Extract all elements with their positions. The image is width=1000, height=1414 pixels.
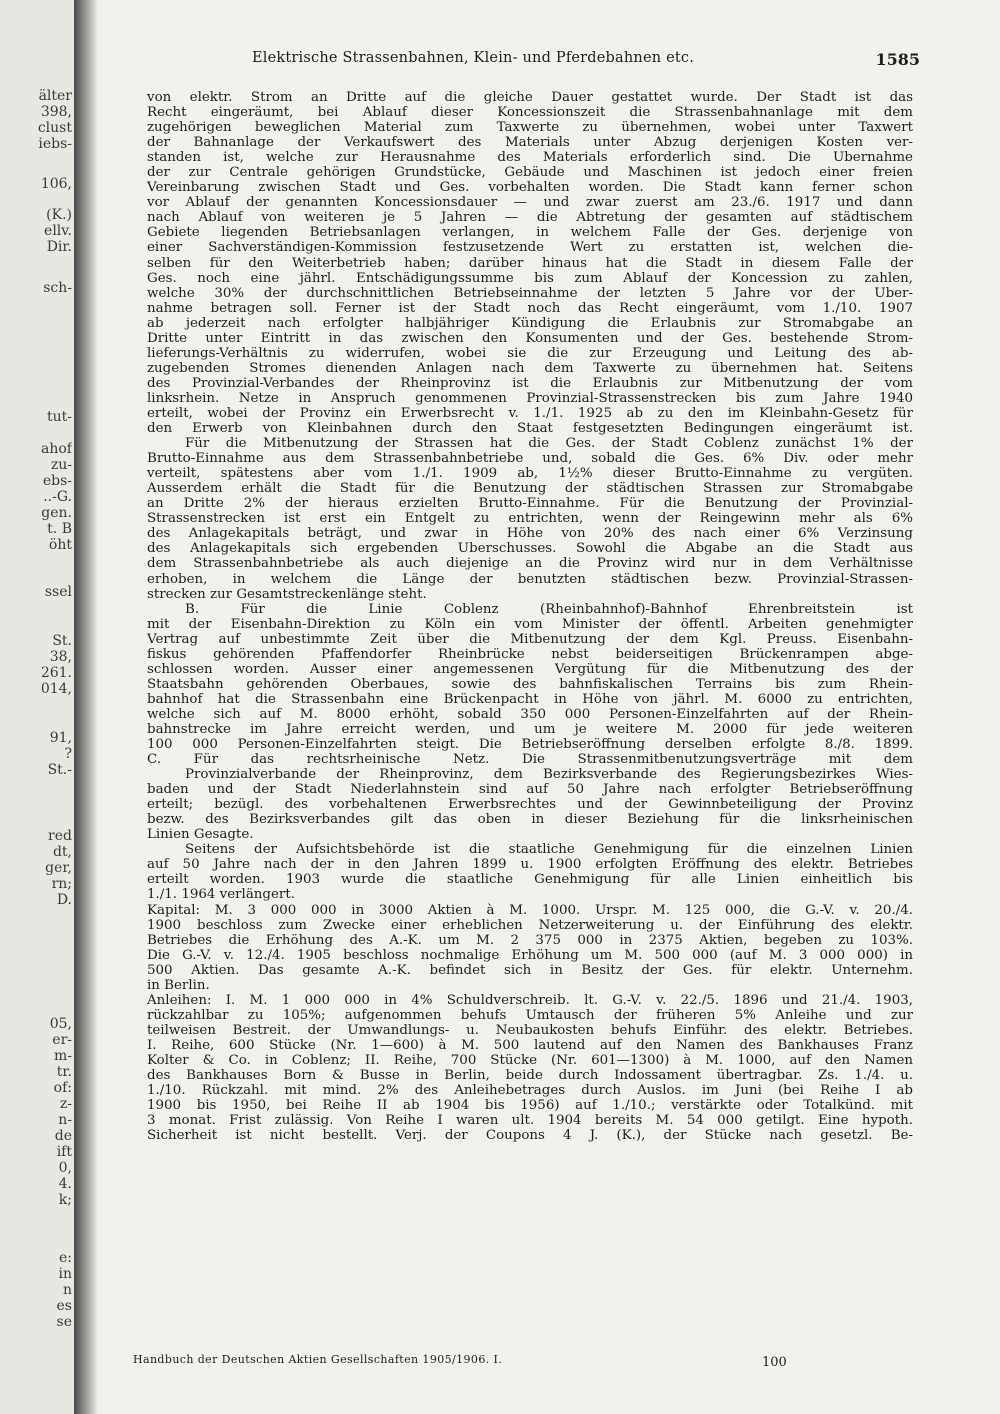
margin-fragment: de: [54, 1128, 72, 1144]
text-line: Betriebes die Erhöhung des A.-K. um M. 2 375 000 in 2375 Aktien, begeben zu 103%.: [147, 932, 913, 948]
text-line: Brutto-Einnahme aus dem Strassenbahnbetriebe und, sobald die Ges. 6% Div. oder mehr: [147, 451, 913, 467]
text-line: lieferungs-Verhältnis zu widerrufen, wobei sie die zur Erzeugung und Leitung des ab-: [147, 345, 913, 361]
text-line: I. Reihe, 600 Stücke (Nr. 1—600) à M. 500 lautend auf den Namen des Bankhauses Franz: [147, 1037, 913, 1053]
margin-fragment: ebs-: [42, 473, 72, 489]
text-line: linksrhein. Netze in Anspruch genommenen Provinzial-Strassenstrecken bis zum Jahre 1940: [147, 390, 913, 406]
text-line: 1900 beschloss zum Zwecke einer erheblichen Netzerweiterung u. der Einführung des elektr.: [147, 917, 913, 933]
text-line: Anleihen: I. M. 1 000 000 in 4% Schuldverschreib. lt. G.-V. v. 22./5. 1896 und 21./4. 1903,: [147, 992, 913, 1008]
text-line: erteilt worden. 1903 wurde die staatliche Genehmigung für alle Linien einheitlich bis: [147, 872, 913, 888]
margin-fragment: 261.: [40, 665, 72, 681]
text-line: des Anlagekapitals beträgt, und zwar in Höhe von 20% des nach einer 6% Verzinsung: [147, 526, 913, 542]
text-line: standen ist, welche zur Herausnahme des Materials erforderlich sind. Die Übernahme: [147, 150, 913, 166]
text-line: Staatsbahn gehörenden Oberbaues, sowie des bahnfiskalischen Terrains bis zum Rhein-: [147, 676, 913, 692]
margin-fragment: iebs-: [38, 136, 72, 152]
text-line: zugebenden Stromes dienenden Anlagen nach dem Taxwerte zu übernehmen hat. Seitens: [147, 360, 913, 376]
margin-fragment: St.-: [47, 762, 72, 778]
margin-fragment: 05,: [49, 1016, 72, 1032]
text-line: 1900 bis 1950, bei Reihe II ab 1904 bis 1956) auf 1./10.; verstärkte oder Totalkünd. mit: [147, 1098, 913, 1114]
margin-fragment: 106,: [40, 176, 72, 192]
text-line: der Bahnanlage der Verkaufswert des Materials unter Abzug derjenigen Kosten ver-: [147, 135, 913, 151]
margin-fragment: 0,: [58, 1160, 72, 1176]
body-text: [147, 90, 913, 1143]
text-line: 3 monat. Frist zulässig. Von Reihe I waren ult. 1904 bereits M. 54 000 getilgt. Eine hypoth.: [147, 1113, 913, 1129]
margin-fragment: dt,: [52, 844, 72, 860]
margin-fragment: es: [56, 1298, 72, 1314]
margin-fragment: red: [48, 828, 72, 844]
text-line: vor Ablauf der genannten Koncessionsdauer — und zwar zuerst am 23./6. 1917 und dann: [147, 195, 913, 211]
text-line: Für die Mitbenutzung der Strassen hat die Ges. der Stadt Coblenz zunächst 1% der: [185, 436, 913, 452]
text-line: von elektr. Strom an Dritte auf die gleiche Dauer gestattet wurde. Der Stadt ist das: [147, 90, 913, 105]
text-line: an Dritte 2% der hieraus erzielten Brutto-Einnahme. Für die Benutzung der Provinzial-: [147, 496, 913, 512]
text-line: Seitens der Aufsichtsbehörde ist die staatliche Genehmigung für die einzelnen Linien: [185, 842, 913, 858]
margin-fragment: z-: [59, 1096, 72, 1112]
text-line: des Bankhauses Born & Busse in Berlin, beide durch Indossament übertragbar. Zs. 1./4. u.: [147, 1068, 913, 1084]
margin-fragment: t. B: [47, 521, 72, 537]
margin-fragment: ..-G.: [43, 489, 72, 505]
margin-fragment: m-: [53, 1048, 72, 1064]
margin-fragment: ger,: [45, 860, 72, 876]
text-line: Linien Gesagte.: [147, 827, 254, 843]
margin-fragment: of:: [53, 1080, 72, 1096]
margin-fragment: Dir.: [46, 239, 72, 255]
text-line: mit der Eisenbahn-Direktion zu Köln ein vom Minister der öffentl. Arbeiten genehmigter: [147, 616, 913, 632]
text-line: des Anlagekapitals sich ergebenden Überschusses. Sowohl die Abgabe an die Stadt aus: [147, 541, 913, 557]
text-line: erteilt; bezügl. des vorbehaltenen Erwerbsrechtes und der Gewinnbeteiligung der Provinz: [147, 797, 913, 813]
text-line: Ausserdem erhält die Stadt für die Benutzung der städtischen Strassen zur Stromabgabe: [147, 481, 913, 497]
text-line: schlossen worden. Ausser einer angemessenen Vergütung für die Mitbenutzung des der: [147, 661, 913, 677]
margin-fragment: D.: [56, 892, 72, 908]
text-line: des Provinzial-Verbandes der Rheinprovinz ist die Erlaubnis zur Mitbenutzung der vom: [147, 375, 913, 391]
footer-source: Handbuch der Deutschen Aktien Gesellschaften 1905/1906. I.: [133, 1353, 503, 1366]
text-line: 1./10. Rückzahl. mit mind. 2% des Anleihebetrages durch Auslos. im Juni (bei Reihe I ab: [147, 1083, 913, 1099]
text-line: der zur Centrale gehörigen Grundstücke, Gebäude und Maschinen ist jedoch einer freien: [147, 165, 913, 181]
text-line: in Berlin.: [147, 977, 210, 993]
text-line: Sicherheit ist nicht bestellt. Verj. der Coupons 4 J. (K.), der Stücke nach gesetzl. Be-: [147, 1128, 913, 1144]
text-line: ab jederzeit nach erfolgter halbjähriger Kündigung die Erlaubnis zur Stromabgabe an: [147, 315, 913, 331]
text-line: verteilt, spätestens aber vom 1./1. 1909 ab, 1½% dieser Brutto-Einnahme zu vergüten.: [147, 466, 913, 482]
margin-fragment: ellv.: [44, 223, 72, 239]
text-line: auf 50 Jahre nach der in den Jahren 1899 u. 1900 erfolgten Eröffnung des elektr. Betriebes: [147, 857, 913, 873]
text-line: welche sich auf M. 8000 erhöht, sobald 350 000 Personen-Einzelfahrten auf der Rhein-: [147, 706, 913, 722]
margin-fragment: 4.: [58, 1176, 72, 1192]
text-line: fiskus gehörenden Pfaffendorfer Rheinbrücke nebst beiderseitigen Brückenrampen abge-: [147, 646, 913, 662]
margin-fragment: n-: [58, 1112, 72, 1128]
margin-fragment: tut-: [47, 409, 72, 425]
text-line: Dritte unter Eintritt in das zwischen den Konsumenten und der Ges. bestehende Strom-: [147, 330, 913, 346]
margin-fragment: 91,: [49, 730, 72, 746]
margin-fragment: k;: [58, 1192, 72, 1208]
margin-fragment: se: [56, 1314, 72, 1330]
margin-fragment: (K.): [46, 207, 72, 223]
text-line: 500 Aktien. Das gesamte A.-K. befindet sich in Besitz der Ges. für elektr. Unternehm.: [147, 962, 913, 978]
margin-fragment: St.: [52, 633, 72, 649]
text-line: nahme betragen soll. Ferner ist der Stadt noch das Recht eingeräumt, vom 1./10. 1907: [147, 300, 913, 316]
text-line: Vertrag auf unbestimmte Zeit über die Mitbenutzung der dem Kgl. Preuss. Eisenbahn-: [147, 631, 913, 647]
text-line: erteilt, wobei der Provinz ein Erwerbsrecht v. 1./1. 1925 ab zu den im Kleinbahn-Gesetz für: [147, 405, 913, 421]
text-line: Kapital: M. 3 000 000 in 3000 Aktien à M. 1000. Urspr. M. 125 000, die G.-V. v. 20./4.: [147, 902, 913, 918]
text-line: bahnhof hat die Strassenbahn eine Brückenpacht in Höhe von jährl. M. 6000 zu entrichten,: [147, 691, 913, 707]
text-line: Provinzialverbande der Rheinprovinz, dem Bezirksverbande des Regierungsbezirkes Wies-: [185, 767, 913, 783]
text-line: Vereinbarung zwischen Stadt und Ges. vorbehalten worden. Die Stadt kann ferner schon: [147, 180, 913, 196]
margin-fragment: tr.: [56, 1064, 72, 1080]
margin-fragment: e:: [58, 1250, 72, 1266]
text-line: Strassenstrecken ist erst ein Entgelt zu entrichten, wenn der Reingewinn mehr als 6%: [147, 511, 913, 527]
margin-fragment: zu-: [50, 457, 72, 473]
text-line: Ges. noch eine jährl. Entschädigungssumme bis zum Ablauf der Koncession zu zahlen,: [147, 270, 913, 286]
text-line: nach Ablauf von weiteren je 5 Jahren — die Abtretung der gesamten auf städtischem: [147, 210, 913, 226]
text-line: 1./1. 1964 verlängert.: [147, 887, 295, 903]
text-line: Recht eingeräumt, bei Ablauf dieser Koncessionszeit die Strassenbahnanlage mit dem: [147, 105, 913, 121]
page-number: 1585: [875, 50, 920, 69]
text-line: bahnstrecke im Jahre erreicht werden, und um je weitere M. 2000 für jede weiteren: [147, 721, 913, 737]
margin-fragment: clust: [37, 120, 72, 136]
margin-fragment: 398,: [40, 104, 72, 120]
text-line: selben für den Weiterbetrieb haben; darüber hinaus hat die Stadt in diesem Falle der: [147, 255, 913, 271]
margin-fragment: in: [58, 1266, 72, 1282]
margin-fragment: älter: [38, 88, 72, 104]
margin-fragment: ift: [56, 1144, 72, 1160]
text-line: Die G.-V. v. 12./4. 1905 beschloss nochmalige Erhöhung um M. 500 000 (auf M. 3 000 000) in: [147, 947, 913, 963]
text-line: strecken zur Gesamtstreckenlänge steht.: [147, 586, 427, 602]
margin-fragment: 014,: [40, 681, 72, 697]
margin-fragment: gen.: [41, 505, 72, 521]
margin-fragment: ?: [64, 746, 72, 762]
text-line: welche 30% der durchschnittlichen Betriebseinnahme der letzten 5 Jahre vor der Über-: [147, 285, 913, 301]
text-line: rückzahlbar zu 105%; aufgenommen behufs Umtausch der früheren 5% Anleihe und zur: [147, 1007, 913, 1023]
margin-fragment: öht: [48, 537, 72, 553]
text-line: Kolter & Co. in Coblenz; II. Reihe, 700 Stücke (Nr. 601—1300) à M. 1000, auf den Namen: [147, 1053, 913, 1068]
margin-fragment: n: [62, 1282, 72, 1298]
book-spine-shadow: [74, 0, 98, 1414]
text-line: erhoben, in welchem die Länge der benutzten städtischen bezw. Provinzial-Strassen-: [147, 571, 913, 587]
footer-signature: 100: [762, 1355, 787, 1370]
text-line: C. Für das rechtsrheinische Netz. Die Strassenmitbenutzungsverträge mit dem: [147, 752, 913, 768]
text-line: B. Für die Linie Coblenz (Rheinbahnhof)-Bahnhof Ehrenbreitstein ist: [185, 601, 913, 617]
margin-fragment: er-: [52, 1032, 72, 1048]
text-line: zugehörigen beweglichen Material zum Taxwerte zu übernehmen, wobei unter Taxwert: [147, 120, 913, 136]
margin-fragment: ssel: [44, 584, 72, 600]
text-line: 100 000 Personen-Einzelfahrten steigt. Die Betriebseröffnung derselben erfolgte 8./8. 1899.: [147, 737, 913, 753]
text-line: bezw. des Bezirksverbandes gilt das oben in dieser Beziehung für die linksrheinischen: [147, 812, 913, 828]
text-line: baden und der Stadt Niederlahnstein sind auf 50 Jahre nach erfolgter Betriebseröffnung: [147, 782, 913, 798]
text-line: den Erwerb von Kleinbahnen durch den Staat festgesetzten Bedingungen eingeräumt ist.: [147, 421, 913, 437]
margin-fragment: ahof: [41, 441, 72, 457]
margin-fragment: rn;: [51, 876, 72, 892]
text-line: Gebiete liegenden Betriebsanlagen verlangen, in welchem Falle der Ges. derjenige von: [147, 225, 913, 241]
text-line: dem Strassenbahnbetriebe als auch diejenige an die Provinz wird nur in dem Verhältnisse: [147, 556, 913, 572]
margin-fragment: sch-: [43, 280, 72, 296]
text-line: teilweisen Bestreit. der Umwandlungs- u. Neubaukosten behufs Einführ. des elektr. Betriebes.: [147, 1022, 913, 1038]
margin-fragment: 38,: [49, 649, 72, 665]
running-title: Elektrische Strassenbahnen, Klein- und Pferdebahnen etc.: [252, 50, 695, 66]
text-line: einer Sachverständigen-Kommission festzusetzende Wert zu erstatten ist, welchen die-: [147, 240, 913, 256]
